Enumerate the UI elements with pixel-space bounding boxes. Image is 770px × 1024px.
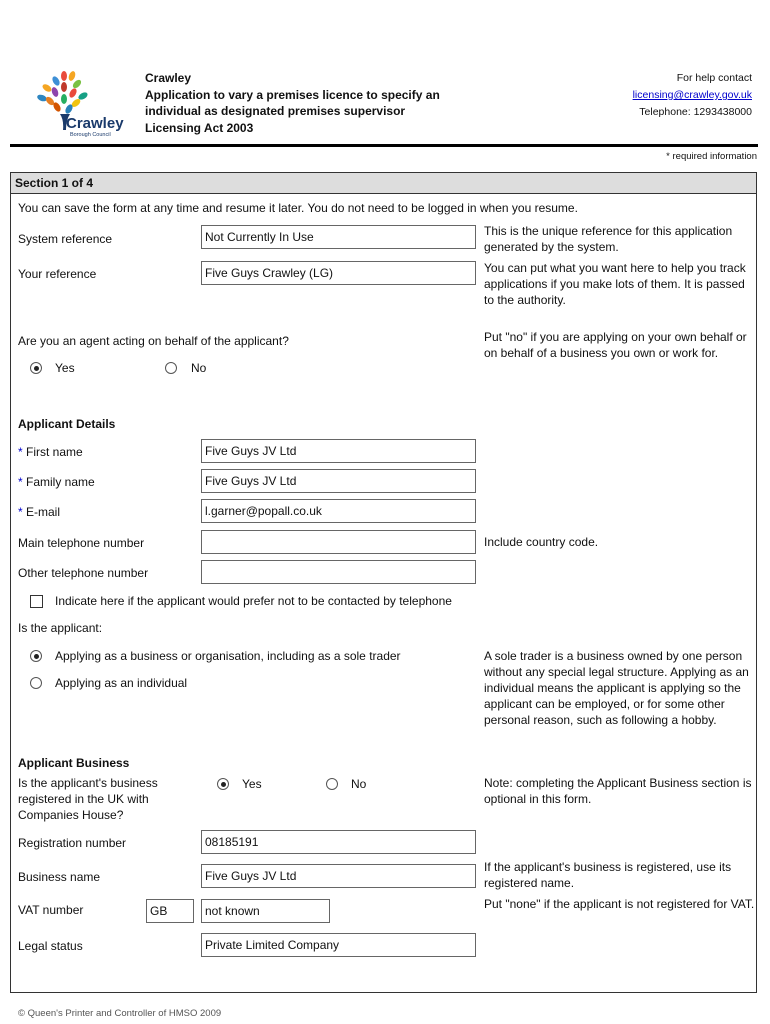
registration-number-field[interactable]: 08185191 — [201, 830, 476, 854]
section-header: Section 1 of 4 — [11, 173, 756, 194]
registered-yes-radio[interactable] — [217, 778, 229, 790]
family-name-label: * Family name — [18, 475, 95, 489]
your-reference-field[interactable]: Five Guys Crawley (LG) — [201, 261, 476, 285]
business-name-field[interactable]: Five Guys JV Ltd — [201, 864, 476, 888]
no-phone-label: Indicate here if the applicant would prefer not to be contacted by telephone — [55, 594, 452, 608]
email-field[interactable]: l.garner@popall.co.uk — [201, 499, 476, 523]
org-name: Crawley — [145, 71, 192, 85]
applicant-details-heading: Applicant Details — [18, 417, 116, 431]
help-contact — [633, 70, 752, 121]
first-name-field[interactable]: Five Guys JV Ltd — [201, 439, 476, 463]
other-phone-label: Other telephone number — [18, 566, 149, 580]
business-name-label: Business name — [18, 870, 101, 884]
main-phone-field[interactable] — [201, 530, 476, 554]
no-phone-checkbox[interactable] — [30, 595, 43, 608]
svg-text:Borough Council: Borough Council — [70, 132, 111, 138]
vat-number-label: VAT number — [18, 903, 84, 917]
applicant-individual-radio[interactable] — [30, 677, 42, 689]
registered-yes-label: Yes — [242, 777, 262, 791]
business-registered-question: Is the applicant's business registered in the UK with Companies House? — [18, 776, 158, 822]
first-name-label: * First name — [18, 445, 83, 459]
vat-prefix-field[interactable]: GB — [146, 899, 194, 923]
registered-no-radio[interactable] — [326, 778, 338, 790]
help-email-link[interactable]: licensing@crawley.gov.uk — [632, 89, 752, 101]
agent-question: Are you an agent acting on behalf of the applicant? — [18, 334, 289, 348]
act-name: Licensing Act 2003 — [145, 120, 254, 135]
applicant-type-help: A sole trader is a business owned by one person without any special legal structure. Applying as an individual means the applicant is applying so the applicant can be employed, or for some other personal reason, such as following a hobby. — [484, 649, 749, 727]
email-label: * E-mail — [18, 505, 61, 519]
vat-number-field[interactable]: not known — [201, 899, 330, 923]
other-phone-field[interactable] — [201, 560, 476, 584]
applicant-type-question: Is the applicant: — [18, 621, 103, 635]
legal-status-label: Legal status — [18, 939, 83, 953]
system-reference-label: System reference — [18, 232, 113, 246]
help-telephone: Telephone: 1293438000 — [639, 106, 752, 118]
main-phone-label: Main telephone number — [18, 536, 145, 550]
agent-no-label: No — [191, 361, 207, 375]
form-title-line1: Application to vary a premises licence to specify an — [145, 87, 440, 102]
section-intro: You can save the form at any time and resume it later. You do not need to be logged in when you resume. — [18, 201, 578, 215]
agent-no-radio[interactable] — [165, 362, 177, 374]
your-reference-label: Your reference — [18, 267, 97, 281]
applicant-business-heading: Applicant Business — [18, 756, 130, 770]
system-reference-field[interactable]: Not Currently In Use — [201, 225, 476, 249]
copyright-footer: © Queen's Printer and Controller of HMSO 2009 — [18, 1008, 222, 1019]
main-phone-help: Include country code. — [484, 535, 599, 549]
business-name-help: If the applicant's business is registered, use its registered name. — [484, 860, 732, 890]
agent-yes-radio[interactable] — [30, 362, 42, 374]
header-rule — [10, 144, 758, 147]
registered-no-label: No — [351, 777, 367, 791]
help-label: For help contact — [676, 72, 752, 84]
applicant-business-radio[interactable] — [30, 650, 42, 662]
system-reference-help: This is the unique reference for this application generated by the system. — [484, 224, 733, 254]
legal-status-field[interactable]: Private Limited Company — [201, 933, 476, 957]
required-asterisk: * — [18, 505, 23, 519]
agent-yes-label: Yes — [55, 361, 75, 375]
crawley-logo — [30, 70, 125, 138]
svg-text:Crawley: Crawley — [66, 115, 124, 132]
agent-help: Put "no" if you are applying on your own behalf or on behalf of a business you own or work for. — [484, 330, 747, 360]
required-note: * required information — [666, 151, 757, 162]
family-name-field[interactable]: Five Guys JV Ltd — [201, 469, 476, 493]
tree-logo-icon — [30, 70, 125, 138]
applicant-individual-label: Applying as an individual — [55, 676, 188, 690]
form-title-line2: individual as designated premises supervisor — [145, 104, 406, 118]
required-asterisk: * — [18, 445, 23, 459]
form-header-title — [145, 70, 440, 136]
applicant-business-label: Applying as a business or organisation, including as a sole trader — [55, 649, 401, 663]
required-asterisk: * — [18, 475, 23, 489]
business-note: Note: completing the Applicant Business section is optional in this form. — [484, 776, 752, 806]
registration-number-label: Registration number — [18, 836, 127, 850]
your-reference-help: You can put what you want here to help you track applications if you make lots of them. It is passed to the authority. — [484, 261, 746, 307]
vat-help: Put "none" if the applicant is not registered for VAT. — [484, 897, 755, 911]
